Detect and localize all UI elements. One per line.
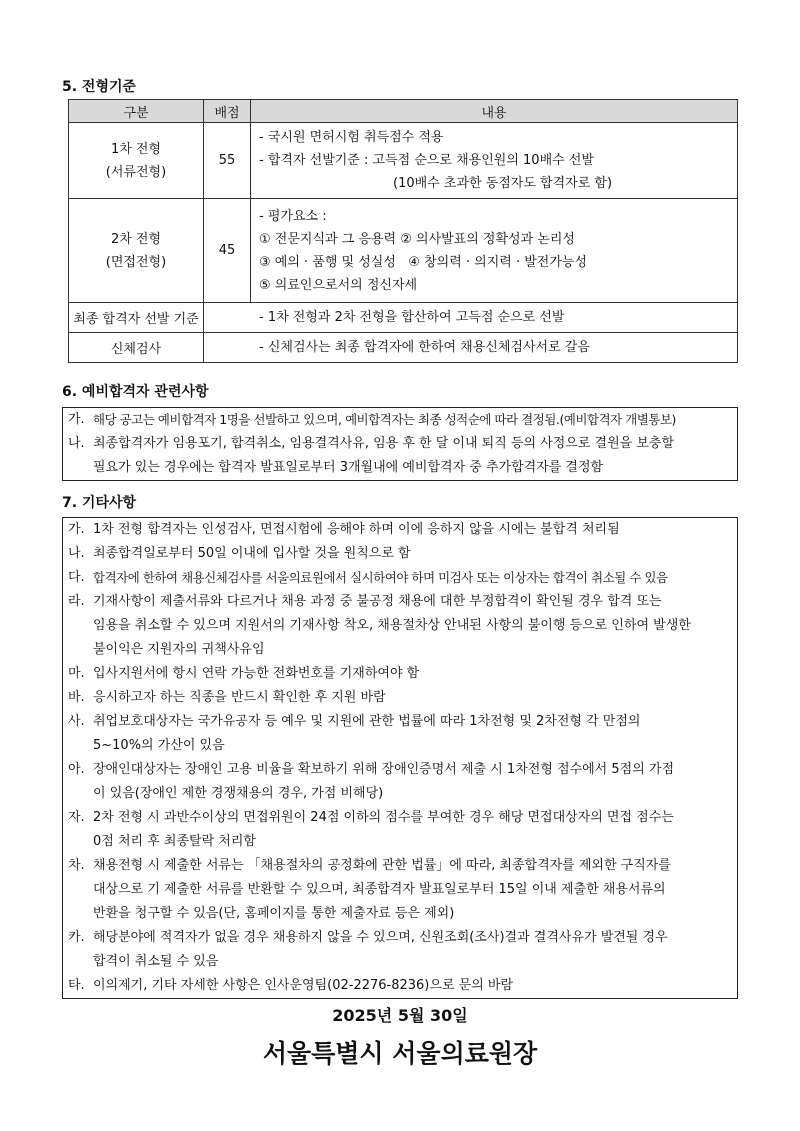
section-7-title: 7. 기타사항 <box>62 495 137 511</box>
header-category: 구분 <box>69 100 204 123</box>
table-row <box>69 333 738 363</box>
list-item: 자. 2차 전형 시 과반수이상의 면접위원이 24점 이하의 점수를 부여한 경우 해당 면접대상자의 면접 점수는 0점 처리 후 최종탈락 처리함 <box>68 810 674 849</box>
other-notes-box <box>62 517 738 999</box>
list-item: 가. 해당 공고는 예비합격자 1명을 선발하고 있으며, 예비합격자는 최종 성적순에 따라 결정됨.(예비합격자 개별통보) <box>68 412 676 427</box>
section-5-title: 5. 전형기준 <box>62 79 137 95</box>
row2-category: 2차 전형 (면접전형) <box>69 199 204 303</box>
row3-content: - 1차 전형과 2차 전형을 합산하여 고득점 순으로 선발 <box>204 303 738 333</box>
section-6-title: 6. 예비합격자 관련사항 <box>62 384 209 400</box>
table-row <box>69 199 738 303</box>
list-item: 차. 채용전형 시 제출한 서류는 「채용절차의 공정화에 관한 법률」에 따라, 최종합격자를 제외한 구직자를 대상으로 기 제출한 서류를 반환할 수 있으며, 최종합격자 발표일로부터 15일 이내 제출한 채용서류의 반환을 청구할 수 있음(단, 홈페이지를 통한 제출자료 등은 제외) <box>68 858 671 921</box>
list-item: 나. 최종합격자가 임용포기, 합격취소, 임용결격사유, 임용 후 한 달 이내 퇴직 등의 사정으로 결원을 보충할 필요가 있는 경우에는 합격자 발표일로부터 3개월내에 예비합격자 중 추가합격자를 결정함 <box>68 436 674 475</box>
list-item: 나. 최종합격일로부터 50일 이내에 입사할 것을 원칙으로 함 <box>68 546 411 561</box>
row4-content: - 신체검사는 최종 합격자에 한하여 채용신체검사서로 갈음 <box>204 333 738 363</box>
table-header-row <box>69 100 738 123</box>
list-item: 아. 장애인대상자는 장애인 고용 비율을 확보하기 위해 장애인증명서 제출 시 1차전형 점수에서 5점의 가점 이 있음(장애인 제한 경쟁채용의 경우, 가점 비해당) <box>68 762 675 801</box>
row1-category: 1차 전형 (서류전형) <box>69 123 204 199</box>
header-content: 내용 <box>251 100 738 123</box>
announcement-date: 2025년 5월 30일 <box>332 1006 468 1025</box>
row4-category: 신체검사 <box>69 333 204 363</box>
table-row <box>69 303 738 333</box>
list-item: 가. 1차 전형 합격자는 인성검사, 면접시험에 응해야 하며 이에 응하지 않을 시에는 불합격 처리됨 <box>68 522 620 537</box>
list-item: 다. 합격자에 한하여 채용신체검사를 서울의료원에서 실시하여야 하며 미검사 또는 이상자는 합격이 취소될 수 있음 <box>68 570 668 585</box>
list-item: 바. 응시하고자 하는 직종을 반드시 확인한 후 지원 바람 <box>68 690 386 705</box>
list-item: 라. 기재사항이 제출서류와 다르거나 채용 과정 중 불공정 채용에 대한 부정합격이 확인될 경우 합격 또는 임용을 취소할 수 있으며 지원서의 기재사항 착오, 채용절차상 안내된 사항의 불이행 등으로 인하여 발생한 불이익은 지원자의 귀책사유임 <box>68 594 691 657</box>
table-row <box>69 123 738 199</box>
list-item: 카. 해당분야에 적격자가 없을 경우 채용하지 않을 수 있으며, 신원조회(조사)결과 결격사유가 발견될 경우 합격이 취소될 수 있음 <box>68 930 668 969</box>
issuer-name: 서울특별시 서울의료원장 <box>262 1039 538 1068</box>
row1-score: 55 <box>204 123 251 199</box>
header-score: 배점 <box>204 100 251 123</box>
list-item: 마. 입사지원서에 항시 연락 가능한 전화번호를 기재하여야 함 <box>68 666 420 681</box>
row3-category: 최종 합격자 선발 기준 <box>69 303 204 333</box>
list-item: 타. 이의제기, 기타 자세한 사항은 인사운영팀(02-2276-8236)으로 문의 바람 <box>68 978 513 993</box>
row2-content: - 평가요소 : ① 전문지식과 그 응용력 ② 의사발표의 정확성과 논리성 ③ 예의 · 품행 및 성실성 ④ 창의력 · 의지력 · 발전가능성 ⑤ 의료인으로서의 정신자세 <box>251 199 738 303</box>
reserve-notes-box <box>62 407 738 481</box>
selection-criteria-table <box>68 99 738 363</box>
row2-score: 45 <box>204 199 251 303</box>
row1-content: - 국시원 면허시험 취득점수 적용 - 합격자 선발기준 : 고득점 순으로 채용인원의 10배수 선발 (10배수 초과한 동점자도 합격자로 함) <box>251 123 738 199</box>
list-item: 사. 취업보호대상자는 국가유공자 등 예우 및 지원에 관한 법률에 따라 1차전형 및 2차전형 각 만점의 5~10%의 가산이 있음 <box>68 714 641 753</box>
